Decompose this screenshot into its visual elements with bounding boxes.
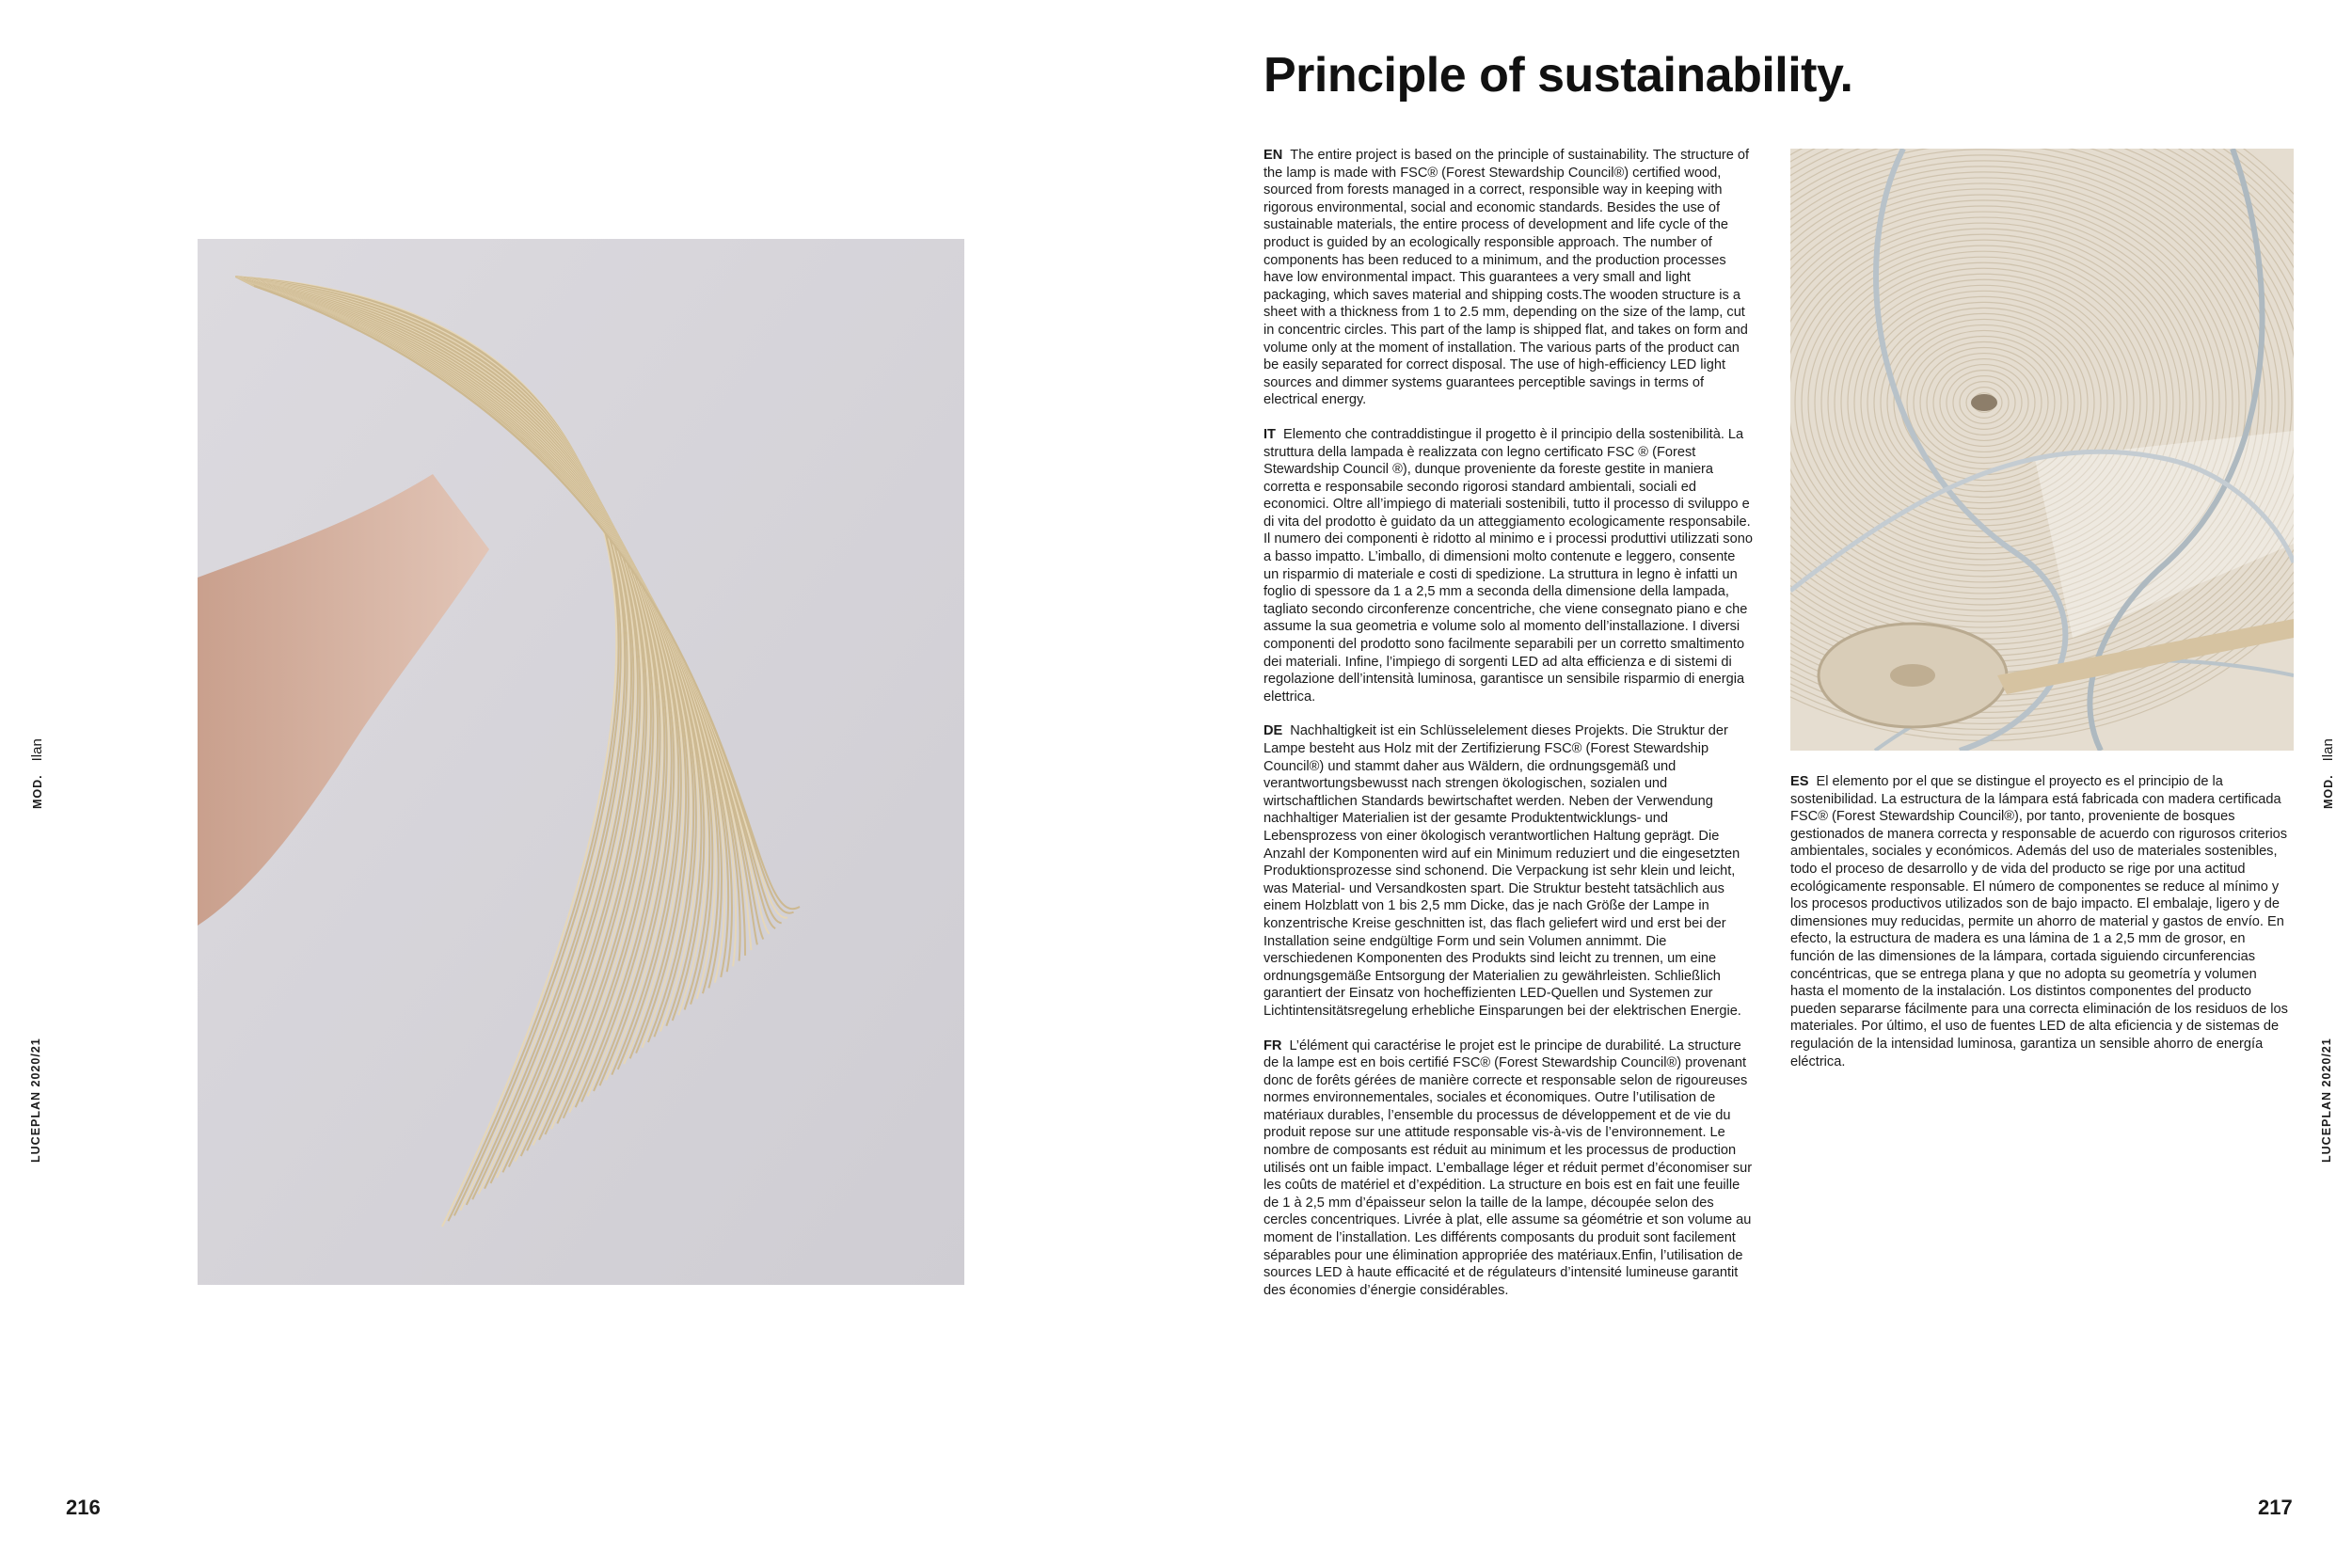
side-product-left: Ilan [29, 738, 45, 762]
paragraph-it [1263, 426, 1753, 706]
language-code-en: EN [1263, 148, 1283, 163]
paragraph-en [1263, 147, 1753, 409]
language-code-de: DE [1263, 723, 1283, 739]
paragraph-fr [1263, 1037, 1753, 1300]
concentric-wood-sheet-illustration [1790, 149, 2294, 751]
side-mod-label-left: MOD. [31, 774, 44, 809]
body-es: El elemento por el que se distingue el proyecto es el principio de la sostenibilidad. La estructura de la lámpara está fabricada con madera certificada FSC® (Forest Stewardship Council®), por tanto, proveniente de bosques gestionados de manera correcta y responsable de acuerdo con rigurosos criterios ambientales, sociales y económicos. Además del uso de materiales sostenibles, todo el proceso de desarrollo y de vida del producto se rige por una actitud ecológicamente responsable. El número de componentes se reduce al mínimo y los procesos productivos utilizados son de bajo impacto. El embalaje, ligero y de dimensiones muy reducidas, permite un ahorro de material y gastos de envío. En efecto, la estructura de madera es una lámina de 1 a 2,5 mm de grosor, en función de las dimensiones de la lámpara, cortada siguiendo circunferencias concéntricas, que se entrega plana y que no adopta su geometría y volumen hasta el momento de la instalación. Los distintos componentes del producto pueden separarse fácilmente para una correcta eliminación de los residuos de los materiales. Por último, el uso de fuentes LED de alta eficiencia y de sistemas de regulación de la intensidad luminosa, garantiza un sensible ahorro de energía eléctrica. [1790, 774, 2288, 1069]
body-de: Nachhaltigkeit ist ein Schlüsselelement dieses Projekts. Die Struktur der Lampe besteht aus Holz mit der Zertifizierung FSC® (Forest Stewardship Council®) und stammt daher aus Wäldern, die ordnungsgemäß und verantwortungsbewusst nach strengen ökologischen, sozialen und wirtschaftlichen Standards bewirtschaftet werden. Neben der Verwendung nachhaltiger Materialien ist der gesamte Produktentwicklungs- und Lebensprozess von einer ökologisch verantwortlichen Haltung geprägt. Die Anzahl der Komponenten wird auf ein Minimum reduziert und die eingesetzten Produktionsprozesse sind schonend. Die Verpackung ist sehr klein und leicht, was Material- und Versandkosten spart. Die Struktur besteht tatsächlich aus einem Holzblatt von 1 bis 2,5 mm Dicke, das je nach Größe der Lampe in konzentrische Kreise geschnitten ist, das flach geliefert wird und erst bei der Installation seine endgültige Form und sein Volumen annimmt. Die verschiedenen Komponenten des Produkts sind leicht zu trennen, um eine ordnungsgemäße Entsorgung der Materialien zu gewährleisten. Schließlich garantiert der Einsatz von hocheffizienten LED-Quellen und Systemen zur Lichtintensitätsregelung erhebliche Einsparungen bei der elektrischen Energie. [1263, 723, 1741, 1019]
language-code-it: IT [1263, 426, 1276, 442]
paragraph-es [1790, 773, 2289, 1070]
right-photo [1790, 149, 2294, 751]
paragraph-de [1263, 722, 1753, 1020]
page-title: Principle of sustainability. [1263, 48, 1853, 103]
body-fr: L’élément qui caractérise le projet est le principe de durabilité. La structure de la lampe est en bois certifié FSC® (Forest Stewardship Council®) provenant donc de forêts gérées de manière correcte et responsable selon de rigoureuses normes environnementales, sociales et économiques. Outre l’utilisation de matériaux durables, l’ensemble du processus de développement et de vie du produit repose sur une attitude responsable vis-à-vis de l’environnement. Le nombre de composants est réduit au minimum et les processus de production utilisés ont un faible impact. L’emballage léger et réduit permet d’économiser sur les coûts de matériel et d’expédition. La structure en bois est en fait une feuille de 1 à 2,5 mm d’épaisseur selon la taille de la lampe, découpée selon des cercles concentriques. Livrée à plat, elle assume sa géométrie et son volume au moment de l’installation. Les différents composants du produit sont facilement séparables pour une élimination appropriée des matériaux.Enfin, l’utilisation de sources LED à haute efficacité et de régulateurs d’intensité lumineuse garantit des économies d’énergie considérables. [1263, 1037, 1753, 1298]
body-en: The entire project is based on the principle of sustainability. The structure of the lamp is made with FSC® (Forest Stewardship Council®) certified wood, sourced from forests managed in a correct, responsible way in keeping with rigorous environmental, social and economic standards. Besides the use of sustainable materials, the entire process of development and life cycle of the product is guided by an ecologically responsible approach. The number of components has been reduced to a minimum, and the production processes have low environmental impact. This guarantees a very small and light packaging, which saves material and shipping costs.The wooden structure is a sheet with a thickness from 1 to 2.5 mm, depending on the size of the lamp, cut in concentric circles. This part of the lamp is shipped flat, and takes on form and volume only at the moment of installation. The various parts of the product can be easily separated for correct disposal. The use of high-efficiency LED light sources and dimmer systems guarantees perceptible savings in terms of electrical energy. [1263, 148, 1750, 408]
side-product-right: Ilan [2320, 738, 2336, 762]
text-column-left [1263, 147, 1753, 1316]
side-model-left [29, 738, 45, 809]
side-model-right [2320, 738, 2336, 809]
text-column-right [1790, 773, 2289, 1087]
body-it: Elemento che contraddistingue il progetto è il principio della sostenibilità. La struttura della lampada è realizzata con legno certificato FSC ® (Forest Stewardship Council ®), dunque proveniente da foreste gestite in maniera corretta e responsabile secondo rigorosi standard ambientali, sociali ed economici. Oltre all’impiego di materiali sostenibili, tutto il processo di sviluppo e di vita del prodotto è guidato da un atteggiamento ecologicamente responsabile. Il numero dei componenti è ridotto al minimo e i processi produttivi utilizzati sono a basso impatto. L’imballo, di dimensioni molto contenute e leggero, consente un risparmio di materiale e costi di spedizione. La struttura in legno è infatti un foglio di spessore da 1 a 2,5 mm a seconda della dimensione della lampada, tagliato secondo circonferenze concentriche, che viene consegnato piano e che assume la sua geometria e volume solo al momento dell’installazione. I diversi componenti del prodotto sono facilmente separabili per un corretto smaltimento dei materiali. Infine, l’impiego di sorgenti LED ad alta efficienza e di sistemi di regolazione dell’intensità luminosa, garantisce un sensibile risparmio di energia elettrica. [1263, 426, 1753, 705]
left-photo [198, 239, 964, 1285]
page-number-left: 216 [66, 1496, 101, 1519]
language-code-es: ES [1790, 774, 1809, 789]
side-brand-right: LUCEPLAN 2020/21 [2320, 1037, 2333, 1163]
side-brand-left: LUCEPLAN 2020/21 [29, 1037, 42, 1163]
side-mod-label-right: MOD. [2322, 774, 2335, 809]
language-code-fr: FR [1263, 1037, 1282, 1053]
hand-holding-lamp-illustration [198, 239, 964, 1285]
page-number-right: 217 [2258, 1496, 2293, 1519]
